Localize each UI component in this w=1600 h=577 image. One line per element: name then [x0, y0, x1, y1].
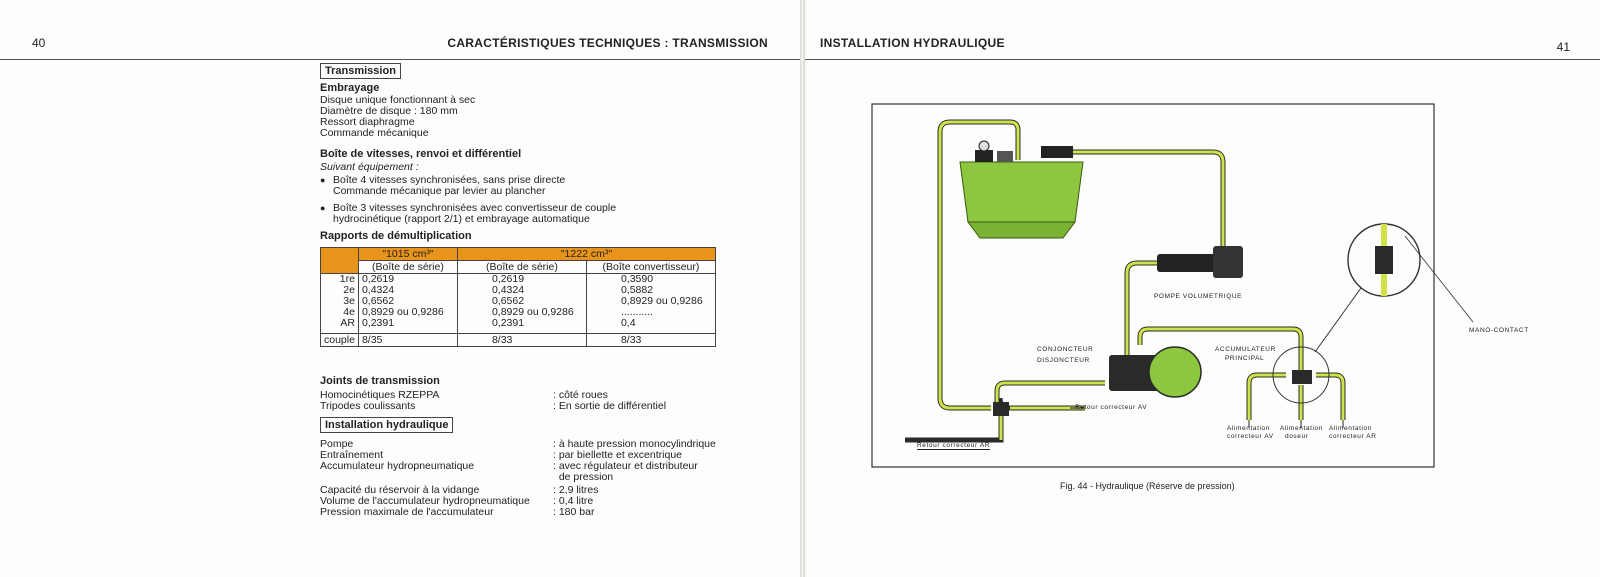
- label-disjoncteur: DISJONCTEUR: [1037, 357, 1090, 364]
- boite-bullet-2: ● Boîte 3 vitesses synchronisées avec convertisseur de couple: [333, 203, 616, 215]
- install-row-6-val: : 0,4 litre: [553, 495, 594, 507]
- couple-label: couple: [321, 334, 359, 347]
- joints-row-1-key: Homocinétiques RZEPPA: [320, 389, 440, 401]
- install-row-1-key: Pompe: [320, 438, 354, 450]
- subhead-2: (Boîte de série): [457, 261, 586, 274]
- label-alim-ar-1: Alimentation: [1329, 425, 1372, 432]
- right-page-number: 41: [1556, 40, 1570, 54]
- ratios-1015: 0,2619 0,4324 0,6562 0,8929 ou 0,9286 0,2391: [358, 274, 457, 334]
- install-row-7-val: : 180 bar: [553, 506, 595, 518]
- label-alim-av-1: Alimentation: [1227, 425, 1270, 432]
- boite-subtitle: Suivant équipement :: [320, 161, 419, 173]
- install-row-5-val: : 2,9 litres: [553, 484, 599, 496]
- head-1015: "1015 cm³": [358, 248, 457, 261]
- left-header-rule: [0, 59, 800, 60]
- label-alim-doseur-1: Alimentation: [1280, 425, 1323, 432]
- install-row-1-val: : à haute pression monocylindrique: [553, 438, 716, 450]
- head-1222: "1222 cm³": [457, 248, 715, 261]
- label-retour-ar: Retour correcteur AR: [917, 442, 991, 449]
- install-box: Installation hydraulique: [320, 417, 453, 433]
- label-pompe: POMPE VOLUMETRIQUE: [1154, 293, 1243, 300]
- transmission-box: Transmission: [320, 63, 401, 79]
- right-page: [805, 0, 1600, 577]
- label-alim-doseur-2: doseur: [1285, 433, 1309, 440]
- couple-1: 8/35: [358, 334, 457, 347]
- high-pressure-pump: [1157, 246, 1243, 278]
- embrayage-line-1: Disque unique fonctionnant à sec: [320, 94, 476, 106]
- embrayage-line-4: Commande mécanique: [320, 127, 429, 139]
- couple-2: 8/33: [457, 334, 586, 347]
- boite-bullet-1: ● Boîte 4 vitesses synchronisées, sans prise directe: [333, 175, 565, 187]
- install-row-5-key: Capacité du réservoir à la vidange: [320, 484, 480, 496]
- left-page-number: 40: [32, 36, 46, 50]
- label-alim-ar-2: correcteur AR: [1329, 433, 1377, 440]
- joints-row-2-key: Tripodes coulissants: [320, 400, 416, 412]
- label-principal: PRINCIPAL: [1225, 355, 1265, 362]
- rapports-title: Rapports de démultiplication: [320, 230, 472, 242]
- label-alim-av-2: correcteur AV: [1227, 433, 1274, 440]
- table-corner: [321, 248, 359, 274]
- left-page-header: CARACTÉRISTIQUES TECHNIQUES : TRANSMISSION: [447, 36, 768, 50]
- joints-row-2-val: : En sortie de différentiel: [553, 400, 667, 412]
- install-row-3-val: : avec régulateur et distributeur: [553, 460, 698, 472]
- install-row-6-key: Volume de l'accumulateur hydropneumatique: [320, 495, 530, 507]
- install-row-2-val: : par biellette et excentrique: [553, 449, 682, 461]
- label-conjoncteur: CONJONCTEUR: [1037, 346, 1094, 353]
- ratios-1222-serie: 0,2619 0,4324 0,6562 0,8929 ou 0,9286 0,2391: [457, 274, 586, 334]
- embrayage-line-2: Diamètre de disque : 180 mm: [320, 105, 458, 117]
- couple-3: 8/33: [586, 334, 715, 347]
- install-row-3-key: Accumulateur hydropneumatique: [320, 460, 475, 472]
- embrayage-title: Embrayage: [320, 82, 380, 94]
- label-mano-contact: MANO-CONTACT: [1469, 327, 1529, 334]
- joints-title: Joints de transmission: [320, 375, 440, 387]
- conjoncteur-disjoncteur: [1109, 347, 1201, 397]
- figure-caption: Fig. 44 - Hydraulique (Réserve de pression): [1060, 481, 1235, 491]
- joints-row-1-val: : côté roues: [553, 389, 608, 401]
- subhead-1: (Boîte de série): [358, 261, 457, 274]
- boite-bullet-2-cont: hydrocinétique (rapport 2/1) et embrayage automatique: [333, 213, 590, 225]
- ratios-1222-conv: 0,3590 0,5882 0,8929 ou 0,9286 ........... 0,4: [586, 274, 715, 334]
- label-accumulateur: ACCUMULATEUR: [1215, 346, 1276, 353]
- embrayage-line-3: Ressort diaphragme: [320, 116, 415, 128]
- right-page-header: INSTALLATION HYDRAULIQUE: [820, 36, 1005, 50]
- label-retour-av: Retour correcteur AV: [1075, 404, 1148, 411]
- boite-title: Boîte de vitesses, renvoi et différentiel: [320, 148, 522, 160]
- install-row-7-key: Pression maximale de l'accumulateur: [320, 506, 494, 518]
- diagram-frame: [872, 104, 1434, 467]
- gear-labels: 1re 2e 3e 4e AR: [321, 274, 359, 334]
- boite-bullet-1-cont: Commande mécanique par levier au plancher: [333, 185, 546, 197]
- ratio-table: [320, 247, 716, 347]
- reservoir-tank: [960, 141, 1083, 238]
- install-row-2-key: Entraînement: [320, 449, 384, 461]
- subhead-3: (Boîte convertisseur): [586, 261, 715, 274]
- install-row-4-val: de pression: [553, 471, 614, 483]
